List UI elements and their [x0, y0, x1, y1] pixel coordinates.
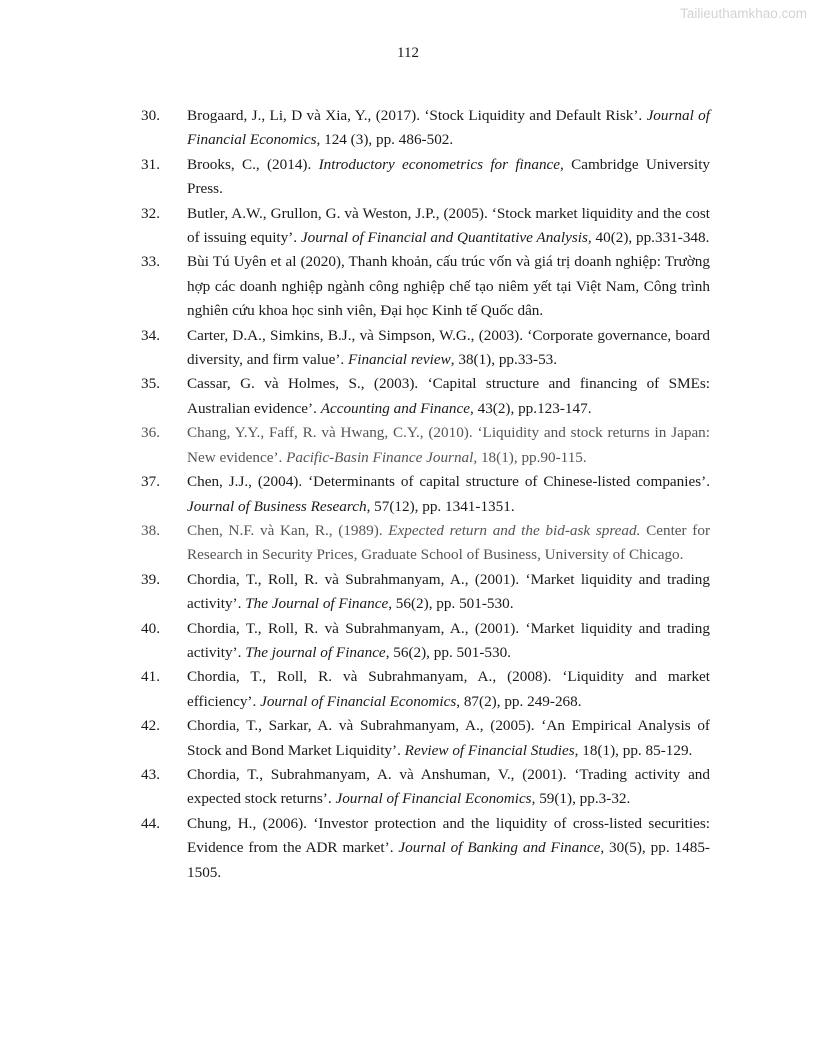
reference-item [141, 324, 710, 373]
reference-item [141, 665, 710, 714]
journal-title: Review of Financial Studies [404, 741, 575, 759]
reference-item [141, 617, 710, 666]
reference-number: 42. [141, 717, 160, 735]
reference-text: Chen, J.J., (2004). ‘Determinants of capital structure of Chinese-listed companies’. Journal of Business Research, 57(12), pp. 1341-1351. [187, 473, 710, 515]
reference-number: 30. [141, 107, 160, 124]
reference-text: Butler, A.W., Grullon, G. và Weston, J.P., (2005). ‘Stock market liquidity and the cost of issuing equity’. Journal of Financial and Quantitative Analysis, 40(2), pp.331-348. [187, 204, 710, 247]
reference-item [141, 202, 710, 251]
reference-item [141, 372, 710, 421]
journal-title: Financial review [347, 351, 451, 369]
reference-item [141, 421, 710, 470]
page-number: 112 [397, 45, 419, 61]
reference-text: Chordia, T., Roll, R. và Subrahmanyam, A., (2008). ‘Liquidity and market efficiency’. Journal of Financial Economics, 87(2), pp. 249-268. [187, 668, 710, 710]
reference-text: Cassar, G. và Holmes, S., (2003). ‘Capital structure and financing of SMEs: Australian evidence’. Accounting and Finance, 43(2), pp.123-147. [187, 375, 710, 417]
reference-number: 40. [141, 619, 160, 637]
reference-number: 41. [141, 668, 160, 686]
journal-title: Journal of Financial Economics [187, 107, 710, 149]
reference-text: Chordia, T., Roll, R. và Subrahmanyam, A., (2001). ‘Market liquidity and trading activity’. The journal of Finance, 56(2), pp. 501-530. [187, 619, 710, 661]
reference-number: 36. [141, 424, 160, 442]
reference-number: 39. [141, 570, 160, 588]
reference-number: 32. [141, 204, 160, 222]
reference-item [141, 519, 710, 568]
reference-number: 31. [141, 155, 160, 173]
reference-text: Chordia, T., Sarkar, A. và Subrahmanyam, A., (2005). ‘An Empirical Analysis of Stock and Bond Market Liquidity’. Review of Financial Studies, 18(1), pp. 85-129. [187, 717, 710, 759]
reference-number: 35. [141, 375, 160, 393]
reference-item [141, 250, 710, 323]
reference-number: 38. [141, 521, 160, 539]
reference-item [141, 714, 710, 763]
reference-text: Chordia, T., Subrahmanyam, A. và Anshuman, V., (2001). ‘Trading activity and expected stock returns’. Journal of Financial Economics, 59(1), pp.3-32. [187, 765, 710, 808]
reference-item [141, 153, 710, 202]
journal-title: Journal of Banking and Finance [398, 839, 601, 857]
journal-title: Pacific-Basin Finance Journal [286, 448, 474, 466]
watermark: Tailieuthamkhao.com [680, 6, 807, 21]
reference-number: 34. [141, 326, 160, 344]
journal-title: Journal of Financial and Quantitative Analysis [300, 229, 588, 247]
journal-title: Journal of Business Research [187, 497, 367, 515]
book-title: Introductory econometrics for finance [318, 155, 561, 173]
reference-number: 43. [141, 765, 160, 783]
reference-text: Brogaard, J., Li, D và Xia, Y., (2017). ‘Stock Liquidity and Default Risk’. Journal of Financial Economics, 124 (3), pp. 486-502. [187, 107, 710, 149]
reference-item [141, 568, 710, 617]
reference-item [141, 812, 710, 885]
book-title: Expected return and the bid-ask spread. [388, 521, 641, 539]
reference-text: Bùi Tú Uyên et al (2020), Thanh khoản, cấu trúc vốn và giá trị doanh nghiệp: Trường hợp các doanh nghiệp ngành công nghiệp chế tạo niêm yết tại Việt Nam, Công trình nghiên cứu khoa học sinh viên, Đại học Kinh tế Quốc dân. [187, 253, 710, 320]
journal-title: Journal of Financial Economics [335, 790, 532, 808]
journal-title: The journal of Finance [245, 643, 386, 661]
reference-text: Chordia, T., Roll, R. và Subrahmanyam, A., (2001). ‘Market liquidity and trading activity’. The Journal of Finance, 56(2), pp. 501-530. [187, 570, 710, 613]
reference-number: 44. [141, 814, 160, 832]
reference-list [141, 104, 710, 885]
reference-text: Chung, H., (2006). ‘Investor protection and the liquidity of cross-listed securities: Evidence from the ADR market’. Journal of Banking and Finance, 30(5), pp. 1485-1505. [187, 814, 710, 881]
journal-title: The Journal of Finance [245, 595, 389, 613]
reference-text: Brooks, C., (2014). Introductory econometrics for finance, Cambridge University Press. [187, 155, 711, 198]
reference-number: 37. [141, 473, 160, 491]
reference-number: 33. [141, 253, 160, 271]
journal-title: Accounting and Finance [320, 399, 470, 417]
reference-item [141, 763, 710, 812]
journal-title: Journal of Financial Economics [260, 692, 457, 710]
reference-item [141, 104, 710, 153]
reference-text: Chang, Y.Y., Faff, R. và Hwang, C.Y., (2010). ‘Liquidity and stock returns in Japan: New evidence’. Pacific-Basin Finance Journal, 18(1), pp.90-115. [187, 424, 710, 466]
reference-item [141, 470, 710, 519]
reference-text: Carter, D.A., Simkins, B.J., và Simpson, W.G., (2003). ‘Corporate governance, board diversity, and firm value’. Financial review, 38(1), pp.33-53. [187, 326, 710, 369]
reference-text: Chen, N.F. và Kan, R., (1989). Expected return and the bid-ask spread. Center for Research in Security Prices, Graduate School of Business, University of Chicago. [187, 521, 711, 564]
